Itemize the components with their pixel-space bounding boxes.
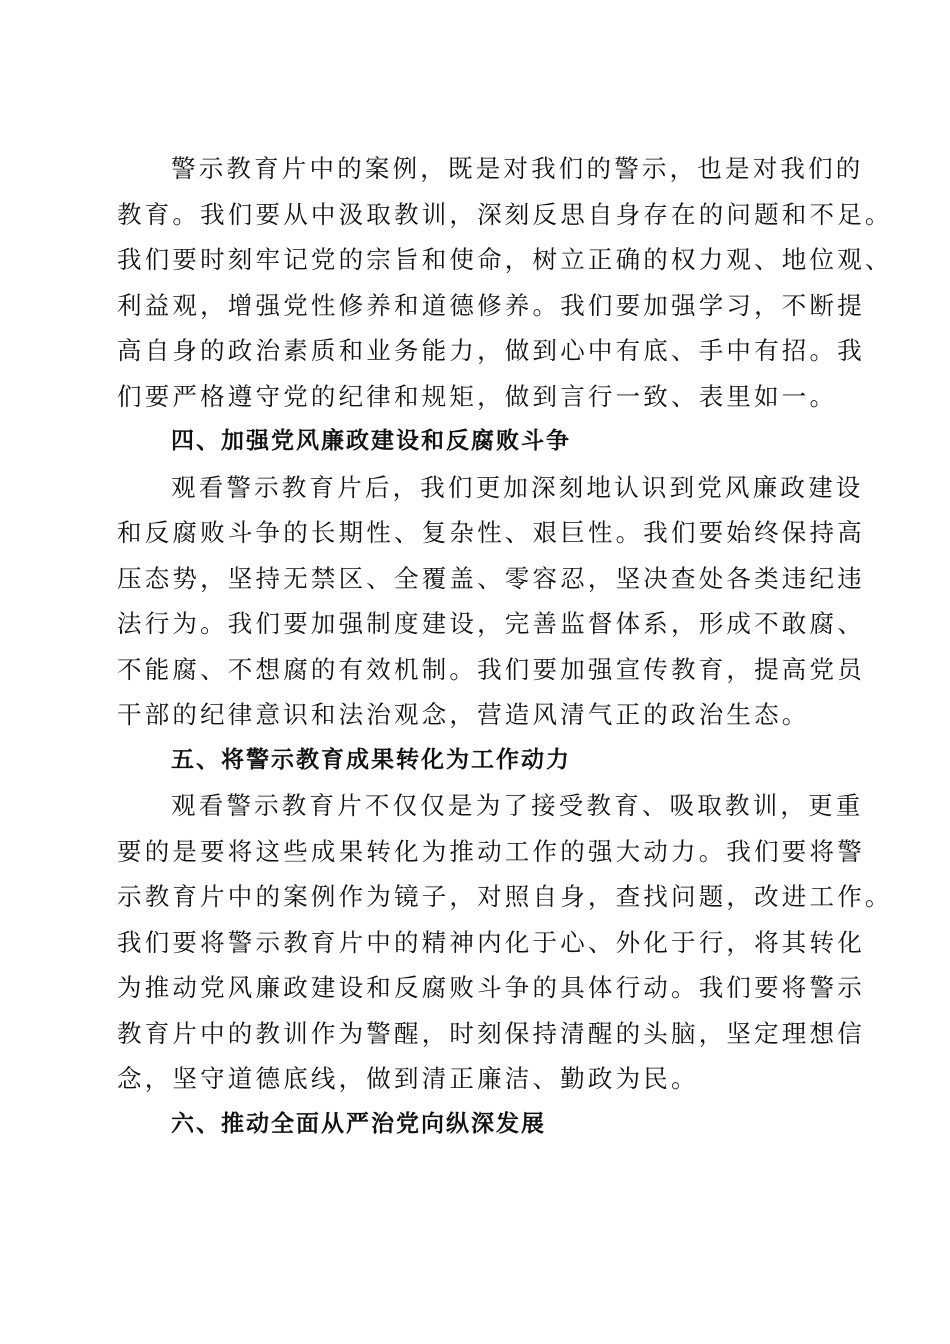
paragraph-line: 观看警示教育片不仅仅是为了接受教育、吸取教训，更重: [171, 791, 864, 820]
section-heading-4: 四、加强党风廉政建设和反腐败斗争: [171, 428, 571, 454]
paragraph-line: 警示教育片中的案例，既是对我们的警示，也是对我们的: [171, 154, 864, 183]
paragraph-anti-corruption: [117, 465, 865, 738]
paragraph-line: 为推动党风廉政建设和反腐败斗争的具体行动。我们要将警示: [117, 973, 865, 1002]
paragraph-line: 和反腐败斗争的长期性、复杂性、艰巨性。我们要始终保持高: [117, 518, 865, 547]
paragraph-line: 压态势，坚持无禁区、全覆盖、零容忍，坚决查处各类违纪违: [117, 563, 865, 593]
paragraph-line: 教育片中的教训作为警醒，时刻保持清醒的头脑，坚定理想信: [117, 1018, 865, 1048]
paragraph-work-motivation: [117, 783, 893, 1102]
section-heading-5: 五、将警示教育成果转化为工作动力: [171, 746, 571, 773]
paragraph-line: 高自身的政治素质和业务能力，做到心中有底、手中有招。我: [117, 336, 865, 365]
paragraph-line: 观看警示教育片后，我们更加深刻地认识到党风廉政建设: [171, 472, 864, 502]
paragraph-line: 要的是要将这些成果转化为推动工作的强大动力。我们要将警: [117, 836, 865, 866]
paragraph-line: 教育。我们要从中汲取教训，深刻反思自身存在的问题和不足。: [117, 199, 893, 229]
document-body: [117, 146, 893, 1147]
section-heading-6: 六、推动全面从严治党向纵深发展: [171, 1110, 546, 1137]
paragraph-line: 念，坚守道德底线，做到清正廉洁、勤政为民。: [117, 1064, 699, 1093]
paragraph-line: 利益观，增强党性修养和道德修养。我们要加强学习，不断提: [117, 290, 865, 320]
paragraph-line: 不能腐、不想腐的有效机制。我们要加强宣传教育，提高党员: [117, 654, 865, 684]
paragraph-warning-cases: [117, 146, 893, 419]
paragraph-line: 干部的纪律意识和法治观念，营造风清气正的政治生态。: [117, 700, 810, 729]
paragraph-line: 我们要将警示教育片中的精神内化于心、外化于行，将其转化: [117, 927, 865, 957]
paragraph-line: 法行为。我们要加强制度建设，完善监督体系，形成不敢腐、: [117, 609, 865, 638]
paragraph-line: 示教育片中的案例作为镜子，对照自身，查找问题，改进工作。: [117, 882, 893, 911]
paragraph-line: 们要严格遵守党的纪律和规矩，做到言行一致、表里如一。: [117, 381, 838, 411]
paragraph-line: 我们要时刻牢记党的宗旨和使命，树立正确的权力观、地位观、: [117, 245, 893, 274]
